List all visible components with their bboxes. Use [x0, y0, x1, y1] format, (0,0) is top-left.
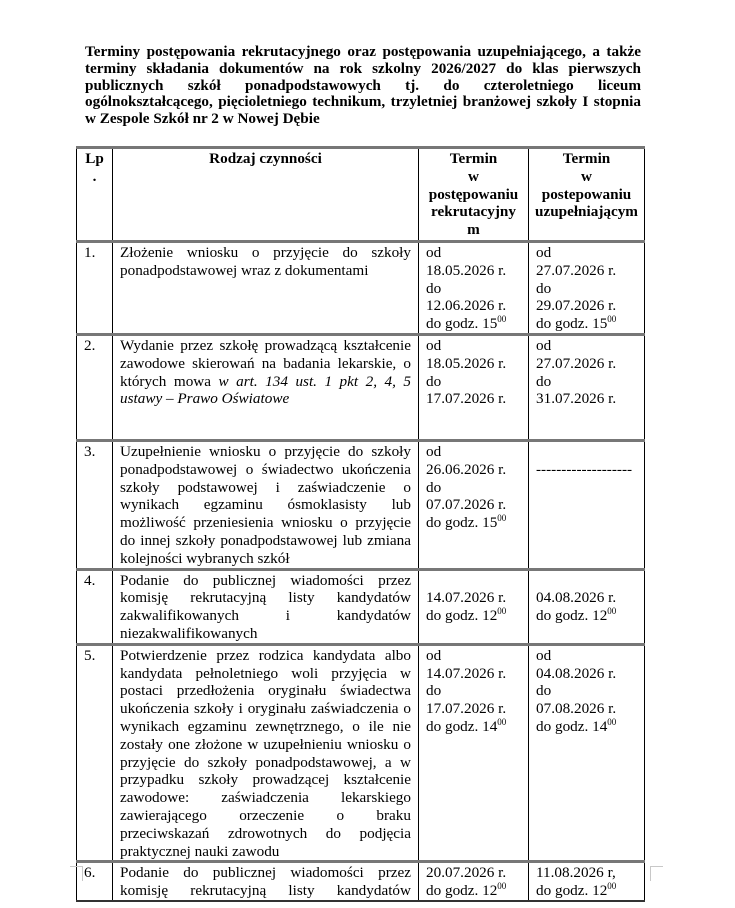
row-recruitment-term — [419, 569, 529, 644]
row-supplementary-term — [529, 862, 645, 901]
header-line: uzupełniającym — [535, 203, 638, 221]
header-line: w — [581, 167, 592, 185]
term-minutes: 00 — [497, 716, 507, 727]
header-line: Termin — [562, 150, 611, 167]
term-line: do — [426, 279, 442, 297]
row-activity — [113, 862, 419, 901]
term-line: od — [536, 336, 552, 354]
term-minutes: 00 — [497, 881, 507, 892]
term-line: do — [426, 372, 442, 390]
row-activity: Złożenie wniosku o przyjęcie do szkoły ponadpodstawowej wraz z dokumentami — [113, 241, 419, 334]
row-supplementary-term — [529, 569, 645, 644]
row-activity — [113, 334, 419, 440]
term-minutes: 00 — [497, 606, 507, 617]
term-hour: do godz. 12 — [536, 607, 608, 625]
term-line: 17.07.2026 r. — [426, 700, 507, 718]
term-hour: do godz. 15 — [536, 315, 608, 333]
row-supplementary-term — [529, 644, 645, 862]
row-number: 1. — [77, 241, 113, 334]
row-recruitment-term — [419, 334, 529, 440]
term-line: od — [426, 442, 442, 460]
term-line: do — [426, 478, 442, 496]
law-reference: w art. 134 ust. 1 pkt 2, 4, 5 ustawy – Prawo Oświatowe — [120, 372, 411, 408]
table-row — [77, 644, 645, 862]
term-line: od — [536, 243, 552, 261]
header-line: Termin — [449, 150, 498, 167]
term-line: 07.08.2026 r. — [536, 700, 617, 718]
row-recruitment-term — [419, 241, 529, 334]
term-line: 18.05.2026 r. — [426, 261, 507, 279]
schedule-table — [76, 146, 645, 902]
table-row — [77, 440, 645, 569]
term-hour: do godz. 14 — [426, 717, 498, 735]
term-line: 04.08.2026 r. — [536, 589, 617, 607]
term-line — [536, 607, 637, 625]
activity-text: Podanie do publicznej wiadomości przez komisję rekrutacyjną listy kandydatów — [120, 864, 411, 900]
term-line: 17.07.2026 r. — [426, 390, 507, 408]
term-line — [426, 315, 521, 333]
header-line: postepowaniu — [541, 185, 632, 203]
term-line — [536, 718, 637, 736]
term-line — [426, 882, 521, 900]
row-supplementary-term — [529, 241, 645, 334]
term-minutes: 00 — [607, 606, 617, 617]
term-line: 14.07.2026 r. — [426, 664, 507, 682]
term-line: 14.07.2026 r. — [426, 589, 507, 607]
term-hour: do godz. 15 — [426, 514, 498, 532]
term-line: do — [536, 372, 552, 390]
table-row — [77, 334, 645, 440]
term-line: 12.06.2026 r. — [426, 297, 507, 315]
term-line: od — [426, 646, 442, 664]
term-line: od — [536, 646, 552, 664]
term-line: do — [536, 682, 552, 700]
term-line: 27.07.2026 r. — [536, 261, 617, 279]
row-number: 5. — [77, 644, 113, 862]
term-line — [536, 882, 637, 900]
table-row — [77, 569, 645, 644]
term-line: do — [426, 682, 442, 700]
row-supplementary-term — [529, 440, 645, 569]
term-minutes: 00 — [607, 314, 617, 325]
term-line: do — [536, 279, 552, 297]
row-activity: Uzupełnienie wniosku o przyjęcie do szkoły ponadpodstawowej o świadectwo ukończenia szkoły podstawowej i zaświadczenie o wynikach egzaminu ósmoklasisty lub możliwość przeniesienia wniosku o przyjęcie do innej szkoły ponadpodstawowej lub zmiana kolejności wybranych szkół — [113, 440, 419, 569]
row-recruitment-term — [419, 644, 529, 862]
header-line: postępowaniu — [428, 185, 519, 203]
term-line — [536, 315, 637, 333]
row-supplementary-term — [529, 334, 645, 440]
not-applicable-dash: ------------------- — [536, 460, 633, 478]
row-recruitment-term — [419, 862, 529, 901]
page-corner-mark-left — [70, 866, 83, 881]
term-line: 04.08.2026 r. — [536, 664, 617, 682]
header-line: m — [467, 221, 480, 239]
term-line: od — [426, 336, 442, 354]
term-line: 31.07.2026 r. — [536, 390, 617, 408]
term-hour: do godz. 12 — [426, 882, 498, 900]
header-activity: Rodzaj czynności — [113, 148, 419, 242]
header-recruitment — [419, 148, 529, 242]
term-line — [426, 607, 521, 625]
term-line — [426, 514, 521, 532]
term-hour: do godz. 12 — [426, 607, 498, 625]
term-line: 27.07.2026 r. — [536, 354, 617, 372]
term-minutes: 00 — [497, 314, 507, 325]
row-number: 3. — [77, 440, 113, 569]
table-header-row — [77, 148, 645, 242]
row-activity: Podanie do publicznej wiadomości przez komisję rekrutacyjną listy kandydatów zakwalifikowanych i kandydatów niezakwalifikowanych — [113, 569, 419, 644]
document-title: Terminy postępowania rekrutacyjnego oraz postępowania uzupełniającego, a także terminy składania dokumentów na rok szkolny 2026/2027 do klas pierwszych publicznych szkół ponadpodstawowych tj. do czteroletniego liceum ogólnokształcącego, pięcioletniego technikum, trzyletniej branżowej szkoły I stopnia w Zespole Szkół nr 2 w Nowej Dębie — [85, 43, 641, 128]
term-hour: do godz. 12 — [536, 882, 608, 900]
activity-text: Wydanie przez szkołę prowadzącą kształcenie zawodowe skierowań na badania lekarskie, o których mowa — [120, 336, 411, 390]
term-line: 11.08.2026 r, — [536, 864, 616, 882]
header-supplementary — [529, 148, 645, 242]
row-number: 6. — [77, 862, 113, 901]
table-row — [77, 241, 645, 334]
term-line: 07.07.2026 r. — [426, 496, 507, 514]
row-recruitment-term — [419, 440, 529, 569]
term-hour: do godz. 15 — [426, 315, 498, 333]
term-minutes: 00 — [607, 881, 617, 892]
table-row — [77, 862, 645, 901]
term-line: 20.07.2026 r. — [426, 864, 507, 882]
row-activity: Potwierdzenie przez rodzica kandydata albo kandydata pełnoletniego woli przyjęcia w postaci przedłożenia oryginału świadectwa ukończenia szkoły i oryginału zaświadczenia o wynikach egzaminu zewnętrznego, o ile nie zostały one złożone w uzupełnieniu wniosku o przyjęcie do szkoły ponadpodstawowej, a w przypadku szkoły prowadzącej kształcenie zawodowe: zaświadczenia lekarskiego zawierającego orzeczenie o braku przeciwskazań zdrowotnych do podjęcia praktycznej nauki zawodu — [113, 644, 419, 862]
header-lp-line: . — [92, 167, 97, 185]
term-line: 18.05.2026 r. — [426, 354, 507, 372]
page-corner-mark-right — [650, 866, 663, 881]
term-hour: do godz. 14 — [536, 717, 608, 735]
term-minutes: 00 — [607, 716, 617, 727]
term-line: 29.07.2026 r. — [536, 297, 617, 315]
term-line — [426, 718, 521, 736]
header-lp — [77, 148, 113, 242]
row-number: 4. — [77, 569, 113, 644]
row-number: 2. — [77, 334, 113, 440]
header-line: w — [468, 167, 479, 185]
term-minutes: 00 — [497, 513, 507, 524]
header-lp-line: Lp — [85, 150, 104, 167]
header-line: rekrutacyjny — [431, 203, 516, 221]
term-line: 26.06.2026 r. — [426, 460, 507, 478]
term-line: od — [426, 243, 442, 261]
